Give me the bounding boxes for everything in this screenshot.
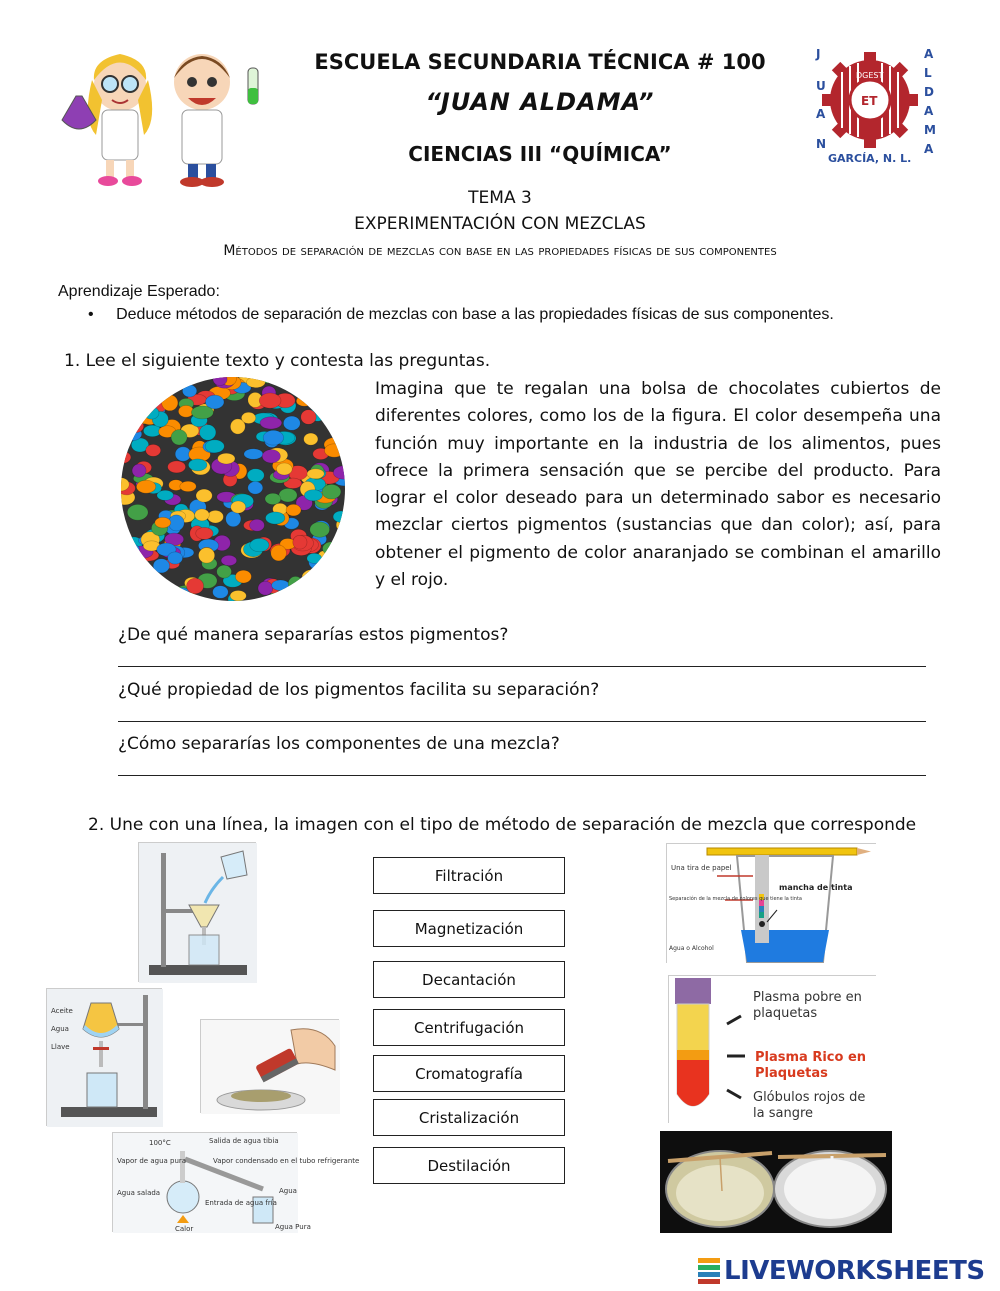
- candy-piece: [149, 379, 171, 395]
- candy-piece: [118, 377, 140, 390]
- topic-number: TEMA 3: [468, 188, 532, 208]
- candy-piece: [286, 588, 305, 601]
- logo-letter-n: N: [816, 137, 827, 151]
- distillation-image[interactable]: [112, 1132, 360, 1233]
- kids-illustration: [52, 40, 282, 190]
- logo-letter-u: U: [816, 79, 826, 93]
- method-box-magnetizacion[interactable]: Magnetización: [373, 910, 565, 947]
- label-plasma-rich: Plasma Rico en Plaquetas: [755, 1050, 867, 1081]
- candy-piece: [191, 406, 213, 419]
- candy-piece: [131, 386, 146, 398]
- candy-piece: [117, 421, 138, 431]
- method-box-decantacion[interactable]: Decantación: [373, 961, 565, 998]
- candy-piece: [320, 376, 341, 392]
- candy-piece: [286, 504, 301, 516]
- candy-piece: [320, 407, 335, 420]
- candy-piece: [168, 461, 186, 473]
- candy-piece: [244, 449, 263, 460]
- candy-piece: [128, 381, 149, 397]
- candy-piece: [333, 466, 355, 479]
- logo-letter-j: J: [816, 47, 821, 61]
- candy-piece: [148, 371, 167, 382]
- expected-learning-text: Deduce métodos de separación de mezclas con base a las propiedades físicas de sus componentes.: [116, 306, 834, 323]
- filtration-image[interactable]: [138, 842, 256, 982]
- label-condensed: Vapor condensado en el tubo refrigerante: [213, 1157, 360, 1165]
- candy-piece: [132, 380, 149, 394]
- logo-letter-m: M: [924, 123, 936, 137]
- candy-piece: [132, 464, 146, 477]
- candy-piece: [317, 396, 337, 410]
- label-plasma-poor: Plasma pobre en plaquetas: [753, 990, 862, 1021]
- answer-line-3[interactable]: [118, 774, 926, 776]
- candy-piece: [259, 393, 281, 408]
- candy-piece: [207, 510, 223, 523]
- candy-piece: [195, 509, 210, 521]
- candy-piece: [146, 588, 161, 603]
- candy-piece: [138, 374, 158, 384]
- candy-piece: [307, 469, 324, 479]
- logo-letter-a1: A: [924, 47, 934, 61]
- candy-piece: [217, 565, 232, 578]
- question-1: ¿De qué manera separarías estos pigmentos?: [118, 625, 509, 645]
- question-2: ¿Qué propiedad de los pigmentos facilita su separación?: [118, 680, 600, 700]
- candy-piece: [276, 463, 292, 475]
- candy-piece: [171, 430, 187, 445]
- liveworksheets-text: LIVEWORKSHEETS: [724, 1256, 985, 1286]
- label-heat: Calor: [175, 1225, 194, 1233]
- logo-letter-l: L: [924, 66, 932, 80]
- label-water: Agua: [51, 1025, 69, 1033]
- candy-piece: [323, 542, 340, 555]
- candy-piece: [226, 511, 241, 526]
- method-box-destilacion[interactable]: Destilación: [373, 1147, 565, 1184]
- label-vapor: Vapor de agua pura: [117, 1157, 187, 1165]
- candy-piece: [325, 444, 345, 457]
- candy-piece: [333, 538, 354, 552]
- candy-piece: [330, 371, 347, 384]
- section2-instruction: 2. Une con una línea, la imagen con el tipo de método de separación de mezcla que corresponde: [88, 815, 917, 835]
- label-paper-strip: Una tira de papel: [671, 864, 732, 872]
- candy-piece: [258, 581, 273, 595]
- candy-piece: [127, 504, 148, 520]
- candy-piece: [136, 480, 155, 493]
- candy-piece: [134, 399, 148, 413]
- liveworksheets-icon: [698, 1258, 720, 1284]
- candy-piece: [180, 481, 196, 491]
- candy-piece: [112, 451, 131, 464]
- candy-piece: [112, 478, 129, 491]
- candy-piece: [136, 372, 151, 387]
- candy-piece: [213, 586, 229, 599]
- topic-title: EXPERIMENTACIÓN CON MEZCLAS: [354, 214, 646, 234]
- candy-piece: [325, 391, 342, 401]
- candy-piece: [291, 594, 306, 607]
- candy-piece: [230, 591, 246, 602]
- candy-piece: [218, 453, 235, 464]
- logo-seal-top: DGEST: [856, 71, 884, 80]
- candy-piece: [250, 538, 269, 551]
- candy-piece: [266, 512, 285, 524]
- candy-piece: [221, 555, 237, 565]
- candy-piece: [293, 535, 307, 549]
- school-subtitle: “JUAN ALDAMA”: [425, 88, 655, 116]
- method-box-cristalizacion[interactable]: Cristalización: [373, 1099, 565, 1136]
- candy-piece: [188, 459, 207, 471]
- expected-learning-label: Aprendizaje Esperado:: [58, 283, 220, 300]
- candy-piece: [246, 377, 265, 388]
- candy-piece: [335, 428, 349, 443]
- label-water-out: Salida de agua tibia: [209, 1137, 279, 1145]
- logo-letter-a3: A: [924, 142, 934, 156]
- label-salt-water: Agua salada: [117, 1189, 161, 1197]
- logo-location: GARCÍA, N. L.: [828, 152, 912, 165]
- label-water-flask: Agua: [279, 1187, 297, 1195]
- candy-piece: [328, 578, 349, 592]
- candy-piece: [304, 490, 322, 501]
- candy-piece: [196, 489, 212, 502]
- section1-instruction: 1. Lee el siguiente texto y contesta las preguntas.: [64, 351, 491, 371]
- candy-piece: [333, 511, 349, 522]
- label-pure-water: Agua Pura: [275, 1223, 311, 1231]
- label-oil: Aceite: [51, 1007, 73, 1015]
- candy-piece: [325, 552, 342, 563]
- label-water-in: Entrada de agua fría: [205, 1199, 277, 1207]
- candy-piece: [289, 373, 309, 385]
- candy-piece: [296, 396, 312, 406]
- candy-piece: [115, 399, 132, 412]
- logo-letter-a2: A: [924, 104, 934, 118]
- method-box-filtracion[interactable]: Filtración: [373, 857, 565, 894]
- candy-piece: [262, 450, 280, 463]
- candy-piece: [248, 482, 263, 495]
- expected-learning-bullet: [88, 306, 834, 324]
- chromatography-image[interactable]: [666, 843, 876, 963]
- logo-letter-d: D: [924, 85, 934, 99]
- centrifugation-image[interactable]: [668, 975, 876, 1123]
- method-box-cromatografia[interactable]: Cromatografía: [373, 1055, 565, 1092]
- candy-piece: [199, 548, 215, 563]
- candy-piece: [168, 552, 183, 564]
- candy-piece: [151, 382, 172, 393]
- candy-piece: [231, 501, 246, 513]
- candy-piece: [283, 416, 300, 430]
- candy-piece: [310, 522, 330, 537]
- candy-piece: [200, 425, 216, 441]
- candy-piece: [235, 570, 251, 583]
- label-ink-stain: mancha de tinta: [779, 883, 853, 892]
- candy-piece: [122, 544, 140, 555]
- candy-piece: [328, 551, 349, 562]
- candy-piece: [247, 469, 264, 482]
- school-name: ESCUELA SECUNDARIA TÉCNICA # 100: [314, 50, 766, 74]
- candy-piece: [116, 377, 137, 388]
- candy-piece: [155, 517, 171, 528]
- answer-line-1[interactable]: [118, 665, 926, 667]
- subject-title: CIENCIAS III “QUÍMICA”: [408, 142, 672, 166]
- label-temp: 100°C: [149, 1139, 171, 1147]
- candy-piece: [307, 553, 322, 563]
- candy-piece: [182, 385, 196, 397]
- magnet-image[interactable]: [200, 1019, 339, 1113]
- separatory-funnel-image[interactable]: [46, 988, 162, 1126]
- candy-piece: [288, 576, 303, 591]
- candy-piece: [129, 420, 144, 433]
- school-logo: [808, 44, 950, 164]
- label-key: Llave: [51, 1043, 70, 1051]
- candy-piece: [162, 395, 178, 411]
- candy-piece: [322, 484, 341, 499]
- candy-piece: [301, 410, 316, 425]
- candy-piece: [250, 519, 265, 531]
- candy-piece: [302, 570, 322, 585]
- answer-line-2[interactable]: [118, 720, 926, 722]
- candy-piece: [304, 433, 318, 445]
- label-water-alcohol: Agua o Alcohol: [669, 945, 714, 952]
- candy-piece: [263, 430, 283, 445]
- candy-piece: [205, 440, 224, 453]
- candy-piece: [272, 580, 290, 591]
- candy-piece: [339, 374, 353, 385]
- candy-piece: [146, 444, 161, 456]
- candy-piece: [325, 405, 341, 416]
- label-red-cells: Glóbulos rojos de la sangre: [753, 1090, 866, 1121]
- candy-piece: [153, 559, 169, 573]
- bullet-icon: •: [88, 306, 94, 323]
- candy-piece: [334, 370, 349, 384]
- candy-piece: [260, 417, 282, 429]
- crystallization-image[interactable]: [660, 1131, 892, 1233]
- liveworksheets-brand: [698, 1256, 985, 1286]
- candies-image: [120, 376, 346, 602]
- candy-piece: [196, 527, 213, 539]
- candy-piece: [144, 407, 159, 420]
- candy-piece: [272, 374, 288, 385]
- candy-piece: [271, 545, 287, 561]
- candy-piece: [131, 400, 148, 416]
- candy-piece: [241, 412, 255, 423]
- candy-piece: [112, 440, 129, 455]
- question-3: ¿Cómo separarías los componentes de una mezcla?: [118, 734, 560, 754]
- label-color-separation: Separación de la mezcla de colores que tiene la tinta: [669, 896, 802, 902]
- logo-letter-a: A: [816, 107, 826, 121]
- candy-piece: [279, 488, 297, 502]
- candy-piece: [213, 373, 227, 386]
- logo-seal-center: ET: [861, 94, 878, 108]
- methods-title: Métodos de separación de mezclas con base en las propiedades físicas de sus componentes: [223, 243, 777, 259]
- candy-piece: [265, 493, 281, 504]
- reading-paragraph: Imagina que te regalan una bolsa de chocolates cubiertos de diferentes colores, como los de la figura. El color desempeña una función muy importante en la industria de los alimentos, pues ofrece la primera sensación que se percibe del producto. Para lograr el color deseado para un determinado sabor es necesario mezclar ciertos pigmentos (sustancias que dan color); así, para obtener el pigmento de color anaranjado se combinan el amarillo y el rojo.: [375, 379, 941, 591]
- candy-piece: [187, 578, 204, 594]
- candy-piece: [329, 392, 347, 407]
- method-box-centrifugacion[interactable]: Centrifugación: [373, 1009, 565, 1046]
